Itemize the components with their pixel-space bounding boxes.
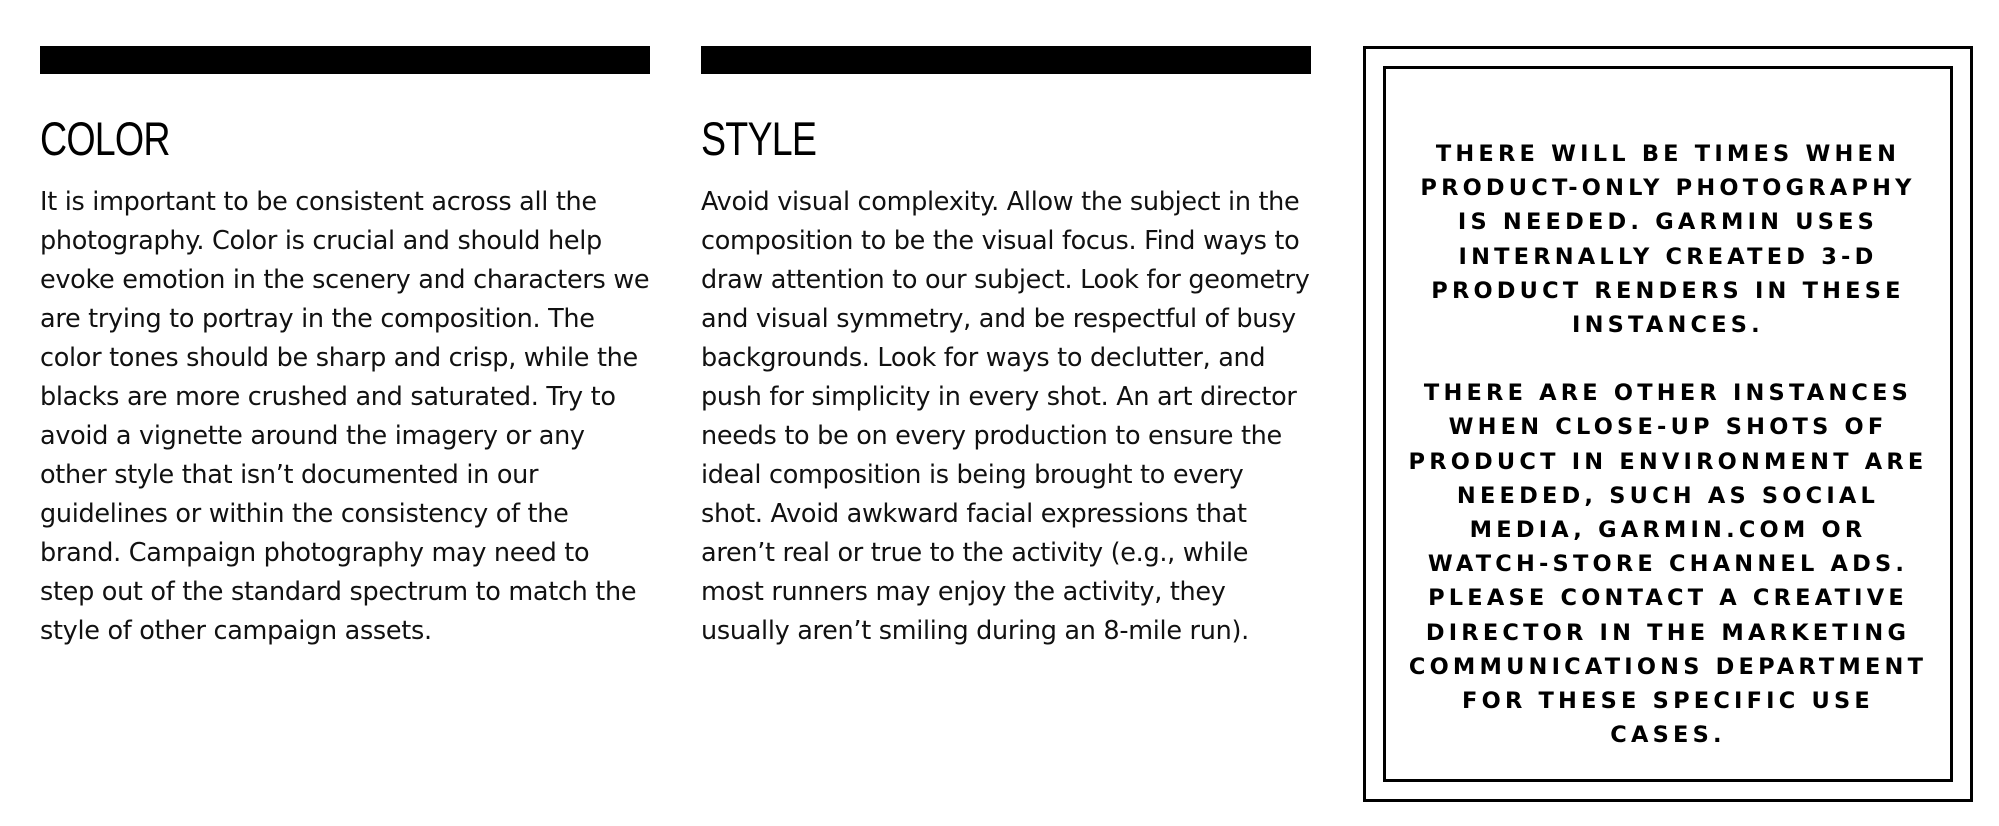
style-section	[701, 46, 1311, 651]
style-section-rule	[701, 46, 1311, 74]
callout-paragraph-close-up: THERE ARE OTHER INSTANCES WHEN CLOSE-UP SHOTS OF PRODUCT IN ENVIRONMENT ARE NEEDED, SUCH AS SOCIAL MEDIA, GARMIN.COM OR WATCH-STORE CHANNEL ADS. PLEASE CONTACT A CREATIVE DIRECTOR IN THE MARKETING COMMUNICATIONS DEPARTMENT FOR THESE SPECIFIC USE CASES.	[1408, 380, 1928, 749]
style-body-text: Avoid visual complexity. Allow the subject in the composition to be the visual focus. Find ways to draw attention to our subject. Look for geometry and visual symmetry, and be respectful of busy backgrounds. Look for ways to declutter, and push for simplicity in every shot. An art director needs to be on every production to ensure the ideal composition is being brought to every shot. Avoid awkward facial expressions that aren’t real or true to the activity (e.g., while most runners may enjoy the activity, they usually aren’t smiling during an 8-mile run).	[701, 187, 1310, 646]
style-heading: STYLE	[701, 112, 817, 165]
color-body-text: It is important to be consistent across all the photography. Color is crucial and should help evoke emotion in the scenery and characters we are trying to portray in the composition. The color tones should be sharp and crisp, while the blacks are more crushed and saturated. Try to avoid a vignette around the imagery or any other style that isn’t documented in our guidelines or within the consistency of the brand. Campaign photography may need to step out of the standard spectrum to match the style of other campaign assets.	[40, 187, 650, 646]
color-section-rule	[40, 46, 650, 74]
color-heading: COLOR	[40, 112, 170, 165]
callout-box	[1363, 46, 1973, 802]
color-section	[40, 46, 650, 651]
callout-inner-frame	[1383, 66, 1953, 782]
callout-paragraph-product-only: THERE WILL BE TIMES WHEN PRODUCT-ONLY PHOTOGRAPHY IS NEEDED. GARMIN USES INTERNALLY CREATED 3-D PRODUCT RENDERS IN THESE INSTANCES.	[1420, 141, 1916, 339]
